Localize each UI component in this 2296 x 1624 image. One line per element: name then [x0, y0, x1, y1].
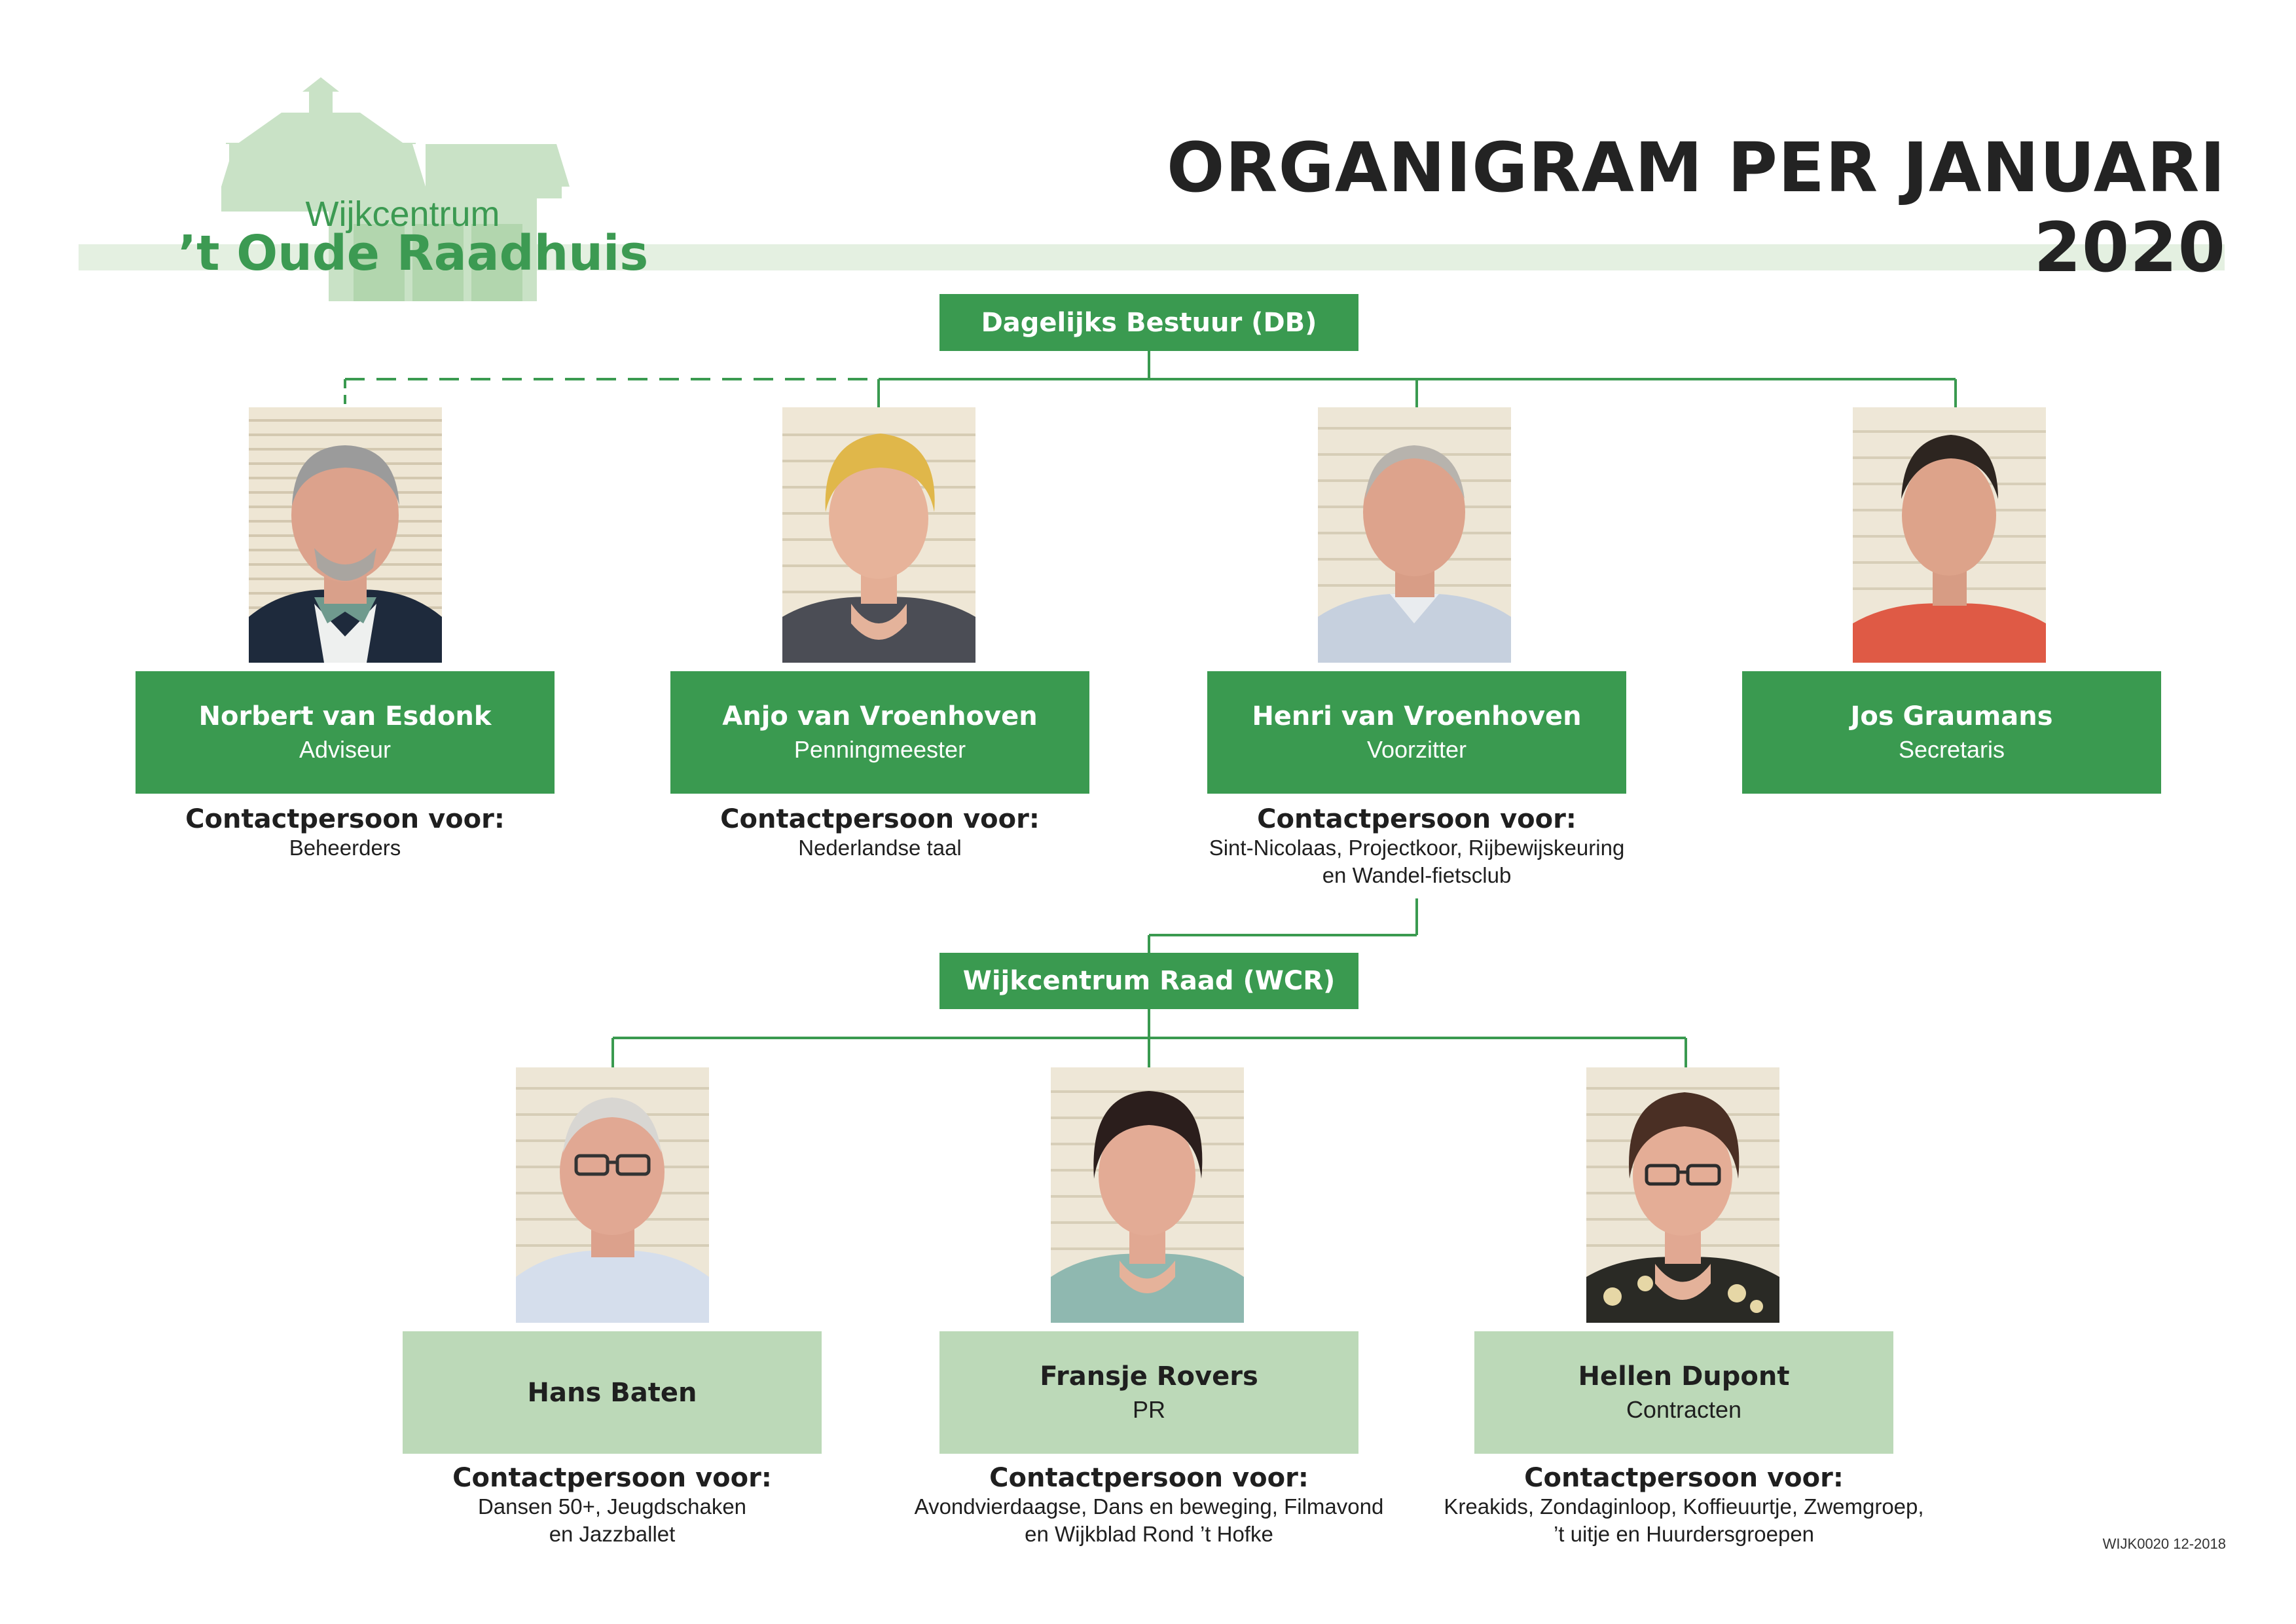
photo-hans [516, 1067, 709, 1323]
photo-norbert [249, 407, 442, 663]
contact-label: Contactpersoon voor: [720, 804, 1040, 834]
photo-henri [1318, 407, 1511, 663]
contact-hans [383, 1463, 841, 1548]
contact-text: Sint-Nicolaas, Projectkoor, Rijbewijskeuring [1209, 836, 1625, 860]
portrait-icon [1318, 407, 1511, 663]
member-name: Hans Baten [527, 1377, 697, 1408]
contact-text: en Wandel-fietsclub [1322, 863, 1512, 887]
wcr-box [939, 953, 1358, 1009]
contact-fransje [900, 1463, 1398, 1548]
photo-hellen [1586, 1067, 1779, 1323]
member-role: PR [1132, 1395, 1165, 1423]
portrait-icon [1853, 407, 2046, 663]
contact-text: Avondvierdaagse, Dans en beweging, Filmavond [914, 1494, 1384, 1519]
logo-line2: ’t Oude Raadhuis [178, 225, 649, 282]
page-title: ORGANIGRAM PER JANUARI 2020 [1166, 128, 2226, 287]
member-role: Contracten [1626, 1395, 1742, 1423]
wcr-label: Wijkcentrum Raad (WCR) [962, 966, 1336, 996]
contact-anjo [651, 804, 1109, 862]
contact-text: Nederlandse taal [798, 836, 962, 860]
portrait-icon [249, 407, 442, 663]
card-anjo [670, 671, 1089, 794]
member-name: Hellen Dupont [1578, 1361, 1790, 1392]
logo-line1: Wijkcentrum [305, 194, 500, 234]
contact-text: Kreakids, Zondaginloop, Koffieuurtje, Zwemgroep, [1444, 1494, 1924, 1519]
contact-text: Beheerders [289, 836, 401, 860]
card-jos [1742, 671, 2161, 794]
card-norbert [136, 671, 555, 794]
photo-anjo [782, 407, 975, 663]
contact-text: ’t uitje en Huurdersgroepen [1553, 1522, 1815, 1546]
db-label: Dagelijks Bestuur (DB) [981, 307, 1317, 338]
contact-label: Contactpersoon voor: [1524, 1463, 1844, 1493]
member-role: Penningmeester [793, 735, 966, 763]
portrait-icon [1051, 1067, 1244, 1323]
member-name: Henri van Vroenhoven [1252, 701, 1582, 731]
member-role: Voorzitter [1366, 735, 1467, 763]
contact-label: Contactpersoon voor: [185, 804, 505, 834]
contact-hellen [1435, 1463, 1933, 1548]
contact-label: Contactpersoon voor: [989, 1463, 1309, 1493]
member-name: Anjo van Vroenhoven [722, 701, 1038, 731]
portrait-icon [516, 1067, 709, 1323]
member-name: Jos Graumans [1850, 701, 2053, 731]
card-fransje [939, 1331, 1358, 1454]
portrait-icon [1586, 1067, 1779, 1323]
member-name: Norbert van Esdonk [198, 701, 492, 731]
document-code: WIJK0020 12-2018 [2102, 1536, 2226, 1552]
contact-norbert [116, 804, 574, 862]
contact-henri [1175, 804, 1659, 889]
contact-text: en Jazzballet [549, 1522, 676, 1546]
contact-text: Dansen 50+, Jeugdschaken [477, 1494, 747, 1519]
photo-jos [1853, 407, 2046, 663]
contact-text: en Wijkblad Rond ’t Hofke [1025, 1522, 1273, 1546]
member-role: Secretaris [1898, 735, 2005, 763]
member-name: Fransje Rovers [1040, 1361, 1258, 1392]
photo-fransje [1051, 1067, 1244, 1323]
contact-label: Contactpersoon voor: [452, 1463, 772, 1493]
card-hellen [1474, 1331, 1893, 1454]
portrait-icon [782, 407, 975, 663]
member-role: Adviseur [299, 735, 392, 763]
contact-label: Contactpersoon voor: [1257, 804, 1576, 834]
db-box [939, 294, 1358, 351]
card-hans [403, 1331, 822, 1454]
card-henri [1207, 671, 1626, 794]
